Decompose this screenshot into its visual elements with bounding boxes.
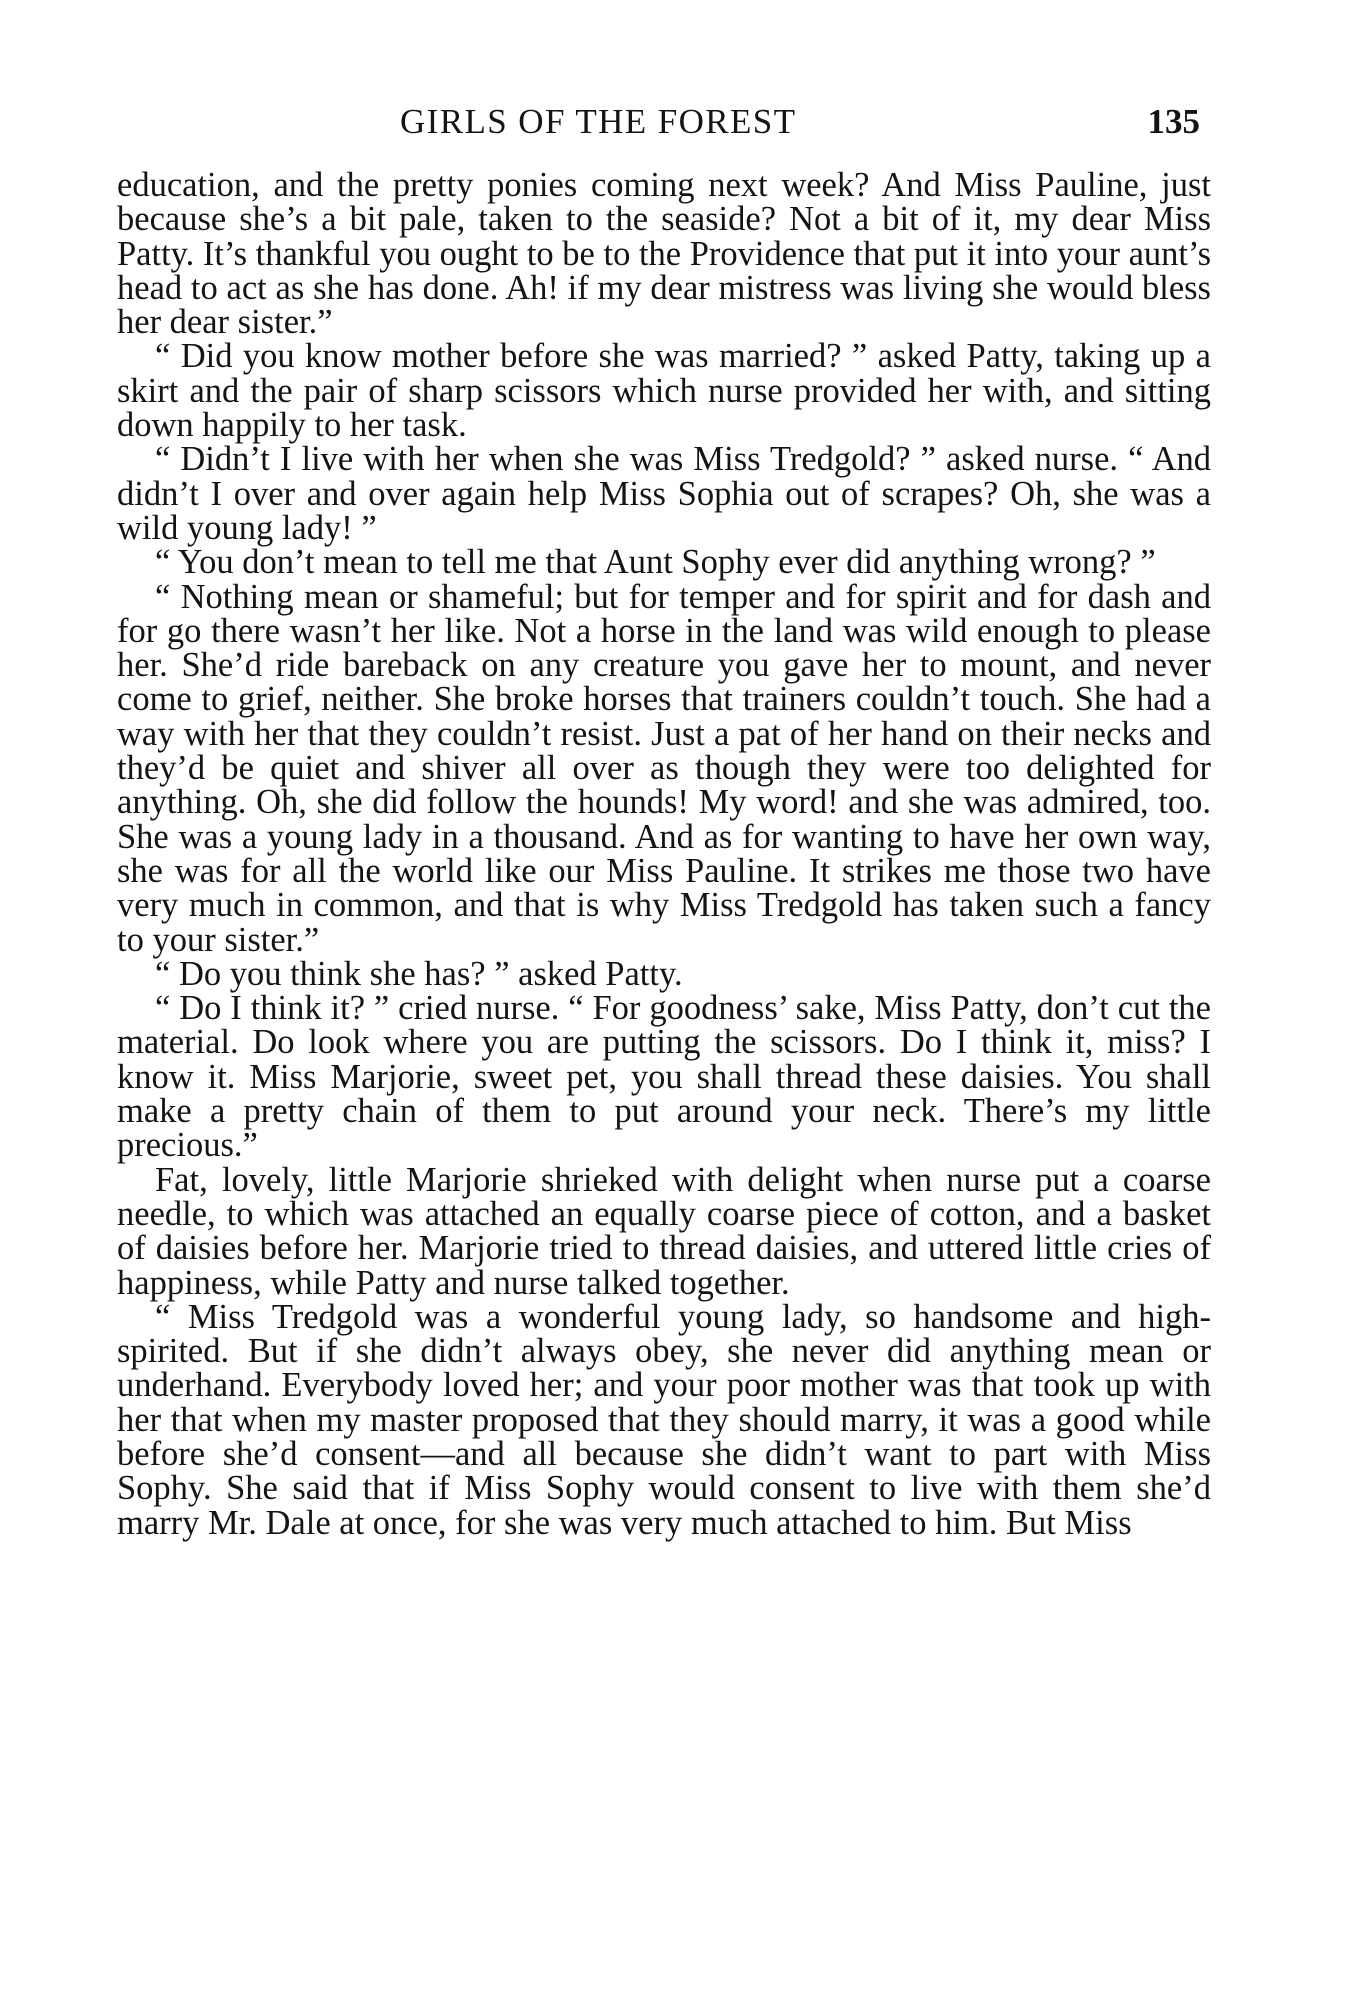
body-text: [117, 168, 1211, 1540]
paragraph: “ Do I think it? ” cried nurse. “ For goodness’ sake, Miss Patty, don’t cut the material. Do look where you are putting the scissors. Do I think it, miss? I know it. Miss Marjorie, sweet pet, you shall thread these daisies. You shall make a pretty chain of them to put around your neck. There’s my little precious.”: [117, 989, 1211, 1165]
running-title: GIRLS OF THE FOREST: [400, 102, 797, 141]
paragraph: “ Didn’t I live with her when she was Miss Tredgold? ” asked nurse. “ And didn’t I over and over again help Miss Sophia out of scrapes? Oh, she was a wild young lady! ”: [117, 440, 1211, 547]
page-number: 135: [1147, 102, 1200, 141]
paragraph: Fat, lovely, little Marjorie shrieked with delight when nurse put a coarse needle, to which was attached an equally coarse piece of cotton, and a basket of daisies before her. Marjorie tried to thread daisies, and uttered little cries of happiness, while Patty and nurse talked together.: [117, 1160, 1211, 1302]
paragraph: “ Miss Tredgold was a wonderful young lady, so handsome and high-spirited. But if she didn’t always obey, she never did anything mean or underhand. Everybody loved her; and your poor mother was that took up with her that when my master proposed that they should marry, it was a good while before she’d consent—and all because she didn’t want to part with Miss Sophy. She said that if Miss Sophy would consent to live with them she’d marry Mr. Dale at once, for she was very much attached to him. But Miss: [117, 1297, 1211, 1542]
paragraph: “ Do you think she has? ” asked Patty.: [155, 954, 683, 993]
paragraph: “ Nothing mean or shameful; but for temper and for spirit and for dash and for go there wasn’t her like. Not a horse in the land was wild enough to please her. She’d ride bareback on any creature you gave her to mount, and never come to grief, neither. She broke horses that trainers couldn’t touch. She had a way with her that they couldn’t resist. Just a pat of her hand on their necks and they’d be quiet and shiver all over as though they were too delighted for anything. Oh, she did follow the hounds! My word! and she was admired, too. She was a young lady in a thousand. And as for wanting to have her own way, she was for all the world like our Miss Pauline. It strikes me those two have very much in common, and that is why Miss Tredgold has taken such a fancy to your sister.”: [117, 577, 1211, 959]
paragraph: “ You don’t mean to tell me that Aunt Sophy ever did anything wrong? ”: [155, 543, 1156, 582]
running-head: [0, 100, 1348, 144]
paragraph: “ Did you know mother before she was married? ” asked Patty, taking up a skirt and the pair of sharp scissors which nurse provided her with, and sitting down happily to her task.: [117, 337, 1211, 445]
paragraph: education, and the pretty ponies coming next week? And Miss Pauline, just because she’s a bit pale, taken to the seaside? Not a bit of it, my dear Miss Patty. It’s thankful you ought to be to the Providence that put it into your aunt’s head to act as she has done. Ah! if my dear mistress was living she would bless her dear sister.”: [117, 166, 1211, 342]
